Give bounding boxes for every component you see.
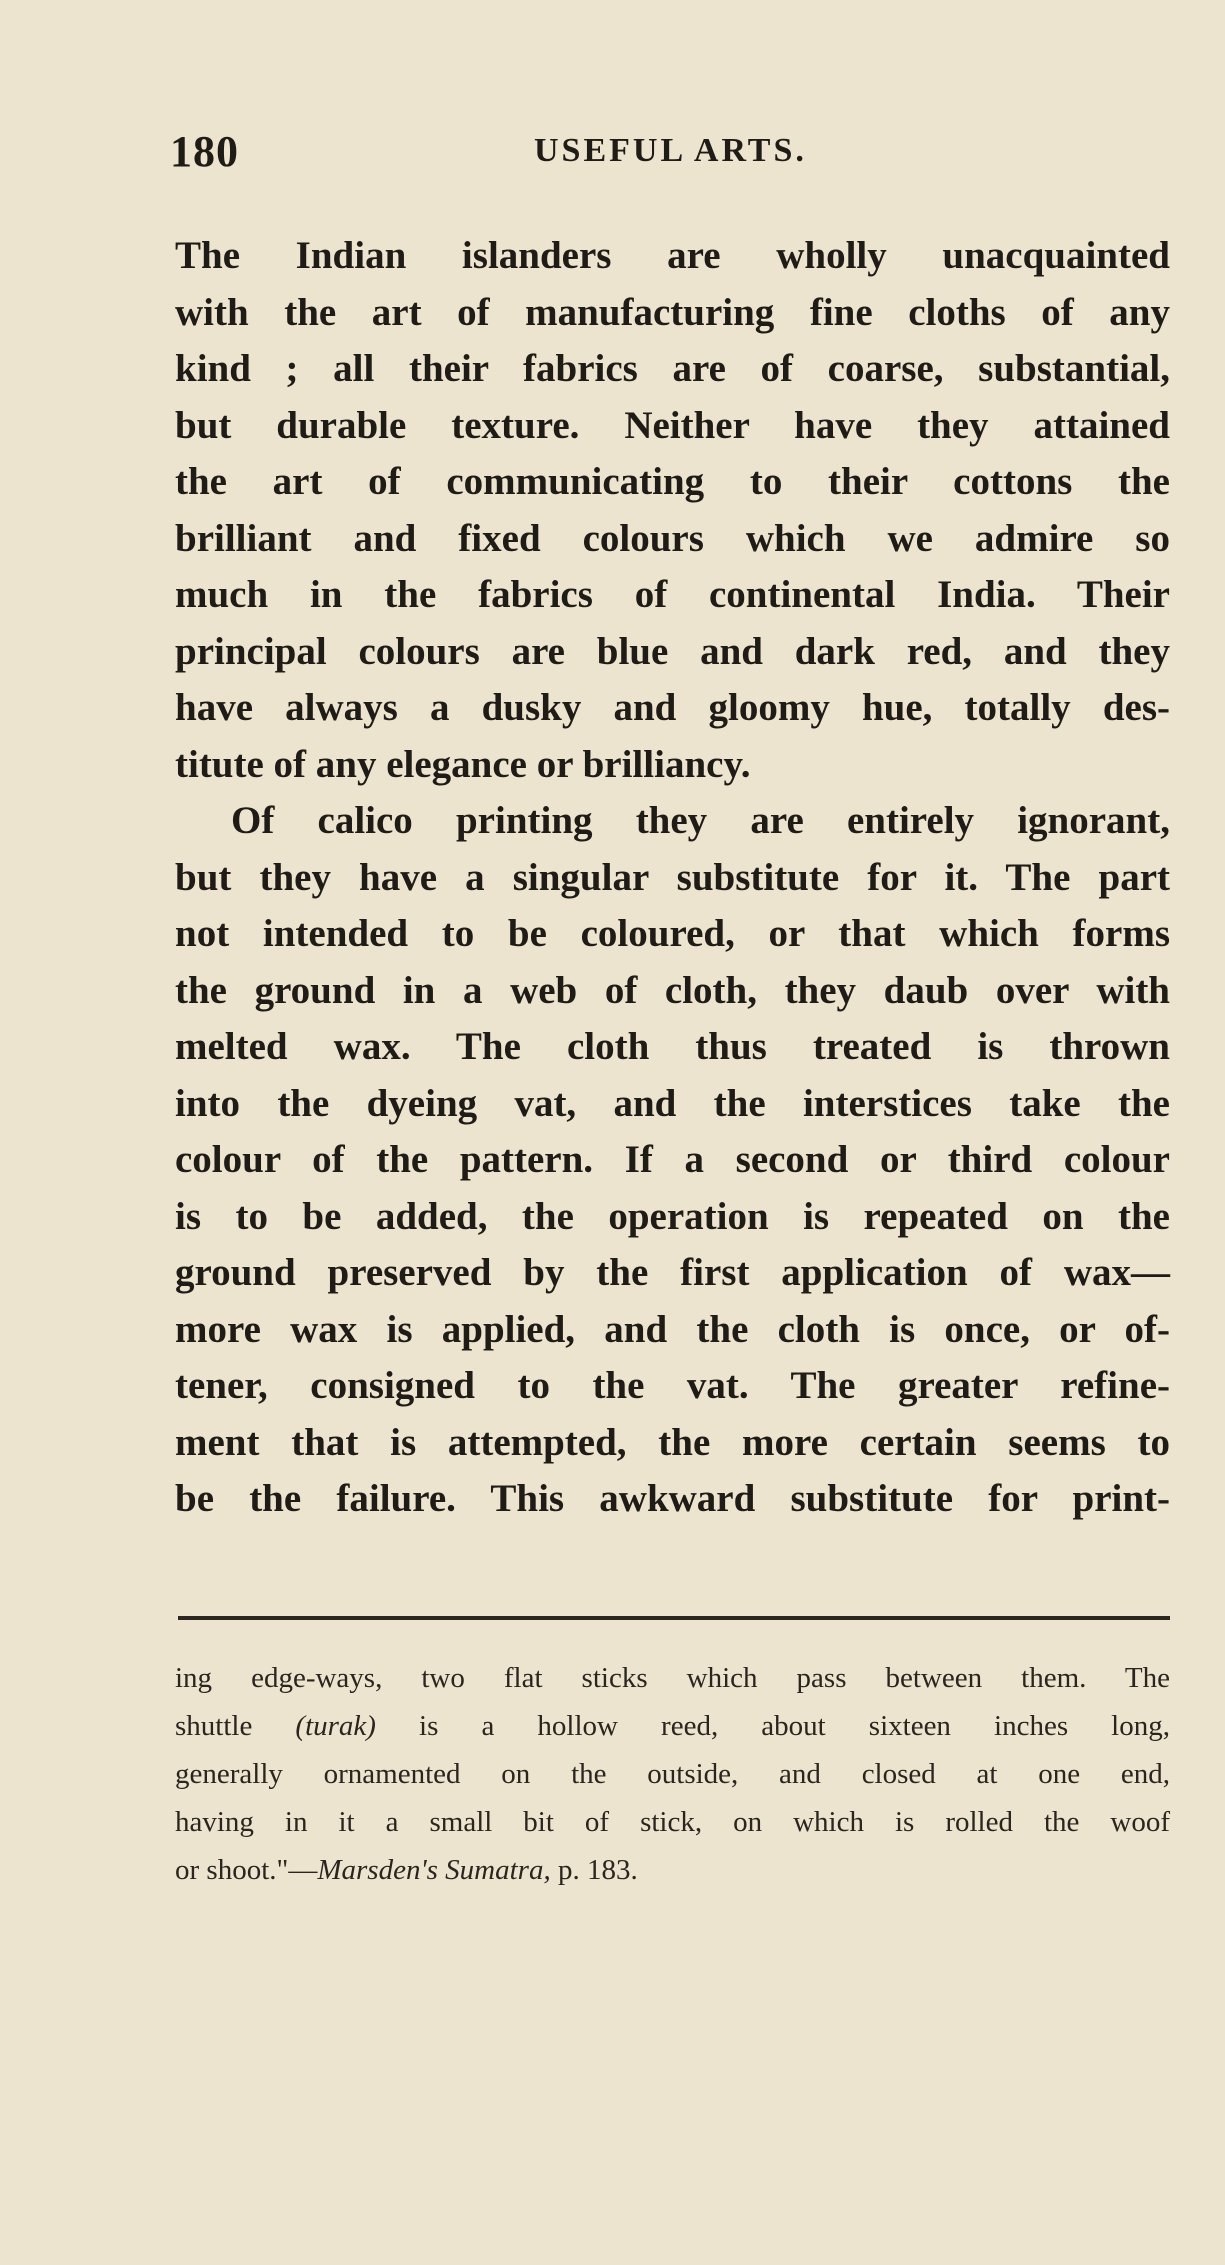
text-line: The Indian islanders are wholly unacquainted [175,234,1170,277]
text-line: titute of any elegance or brilliancy. [175,742,751,786]
text-line: not intended to be coloured, or that which forms [175,912,1170,955]
text-line: be the failure. This awkward substitute for print- [175,1477,1170,1520]
text-line: ground preserved by the first application of wax— [175,1251,1170,1294]
text-line: brilliant and fixed colours which we admire so [175,516,1170,560]
page-number: 180 [170,127,239,176]
footnote-term: (turak) [295,1710,376,1742]
text-line: with the art of manufacturing fine cloths of any [175,290,1170,334]
body-text [175,228,1170,1528]
footnote-text: is a hollow reed, about sixteen inches long, [375,1710,1170,1742]
footnote [175,1654,1170,1894]
text-line: Of calico printing they are entirely ignorant, [231,799,1170,842]
footnote-citation: Marsden's Sumatra, [317,1854,551,1886]
text-line: tener, consigned to the vat. The greater refine- [175,1364,1170,1407]
footnote-text: shuttle [175,1710,296,1742]
footnote-line [175,1846,1170,1894]
text-line: much in the fabrics of continental India. Their [175,573,1170,616]
text-line: colour of the pattern. If a second or third colour [175,1138,1170,1181]
footnote-line: having in it a small bit of stick, on which is rolled the woof [175,1806,1170,1838]
text-line: have always a dusky and gloomy hue, totally des- [175,686,1170,729]
footnote-text: or shoot."— [175,1854,318,1886]
text-line: melted wax. The cloth thus treated is thrown [175,1025,1170,1068]
footnote-text: p. 183. [550,1854,638,1886]
footnote-line: ing edge-ways, two flat sticks which pass between them. The [175,1662,1170,1694]
text-line: ment that is attempted, the more certain seems to [175,1420,1170,1464]
running-title: USEFUL ARTS. [534,132,807,169]
text-line: principal colours are blue and dark red, and they [175,629,1170,673]
footnote-divider [178,1616,1170,1620]
text-line: kind ; all their fabrics are of coarse, substantial, [175,347,1170,390]
text-line: but they have a singular substitute for it. The part [175,855,1170,899]
text-line: but durable texture. Neither have they attained [175,403,1170,447]
text-line: the art of communicating to their cottons the [175,460,1170,503]
text-line: is to be added, the operation is repeated on the [175,1194,1170,1238]
text-line: into the dyeing vat, and the interstices take the [175,1081,1170,1125]
footnote-line: generally ornamented on the outside, and closed at one end, [175,1758,1170,1790]
text-line: more wax is applied, and the cloth is once, or of- [175,1307,1170,1351]
text-line: the ground in a web of cloth, they daub over with [175,968,1170,1012]
footnote-line [175,1702,1170,1750]
